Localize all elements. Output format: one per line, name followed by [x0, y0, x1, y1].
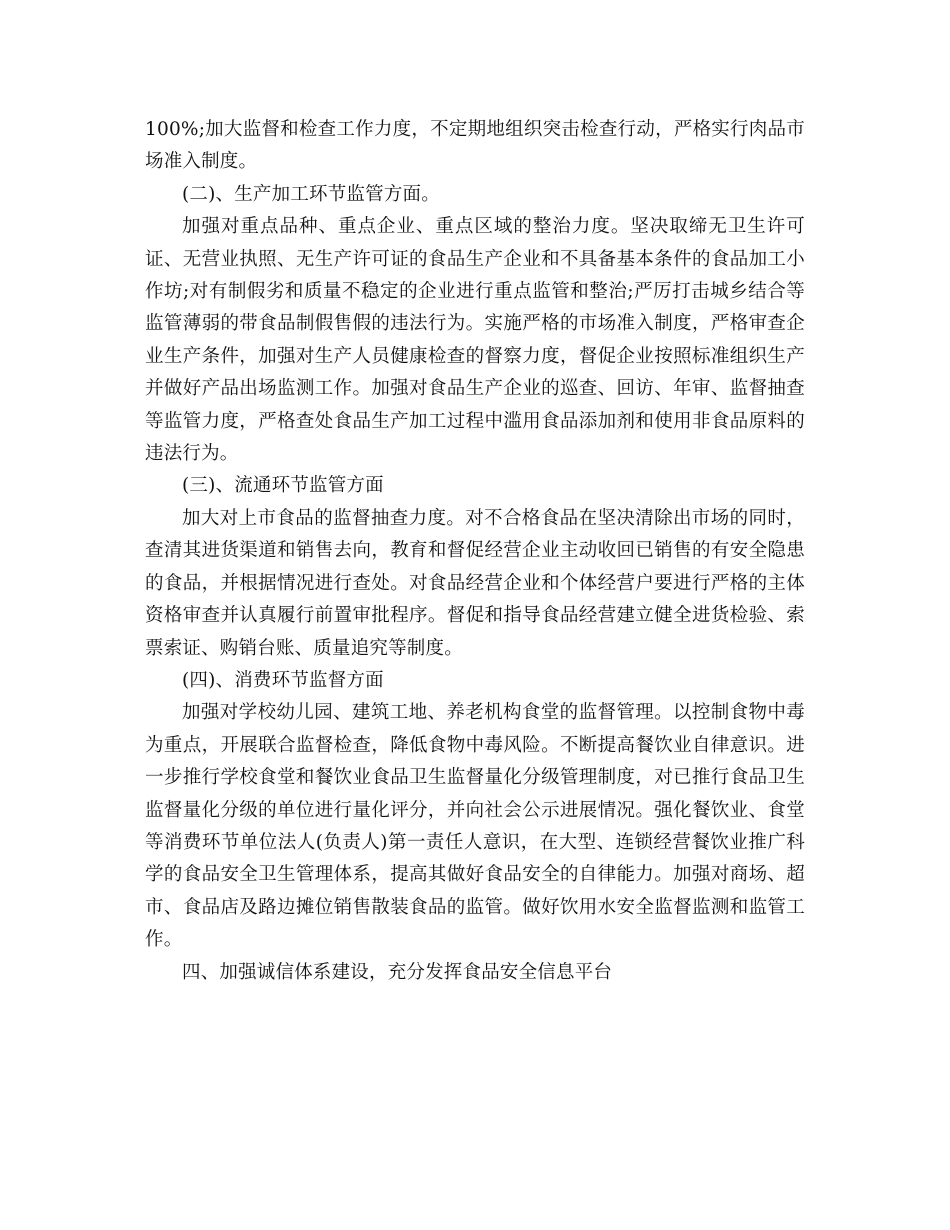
document-body — [145, 114, 805, 989]
paragraph-production: 加强对重点品种、重点企业、重点区域的整治力度。坚决取缔无卫生许可证、无营业执照、无生产许可证的食品生产企业和不具备基本条件的食品加工小作坊;对有制假劣和质量不稳定的企业进行重点监管和整治;严厉打击城乡结合等监管薄弱的带食品制假售假的违法行为。实施严格的市场准入制度，严格审查企业生产条件，加强对生产人员健康检查的督察力度，督促企业按照标准组织生产并做好产品出场监测工作。加强对食品生产企业的巡查、回访、年审、监督抽查等监管力度，严格查处食品生产加工过程中滥用食品添加剂和使用非食品原料的违法行为。 — [145, 216, 805, 465]
paragraph-continuation: 100%;加大监督和检查工作力度，不定期地组织突击检查行动，严格实行肉品市场准入制度。 — [145, 119, 805, 173]
section-heading-integrity: 四、加强诚信体系建设，充分发挥食品安全信息平台 — [182, 961, 613, 983]
section-heading-production: (二)、生产加工环节监管方面。 — [182, 183, 440, 205]
paragraph-circulation: 加大对上市食品的监督抽查力度。对不合格食品在坚决清除出市场的同时，查清其进货渠道和销售去向，教育和督促经营企业主动收回已销售的有安全隐患的食品，并根据情况进行查处。对食品经营企业和个体经营户要进行严格的主体资格审查并认真履行前置审批程序。督促和指导食品经营建立健全进货检验、索票索证、购销台账、质量追究等制度。 — [145, 507, 805, 659]
section-heading-consumption: (四)、消费环节监督方面 — [182, 669, 384, 691]
paragraph-consumption: 加强对学校幼儿园、建筑工地、养老机构食堂的监督管理。以控制食物中毒为重点，开展联合监督检查，降低食物中毒风险。不断提高餐饮业自律意识。进一步推行学校食堂和餐饮业食品卫生监督量化分级管理制度，对已推行食品卫生监督量化分级的单位进行量化评分，并向社会公示进展情况。强化餐饮业、食堂等消费环节单位法人(负责人)第一责任人意识，在大型、连锁经营餐饮业推广科学的食品安全卫生管理体系，提高其做好食品安全的自律能力。加强对商场、超市、食品店及路边摊位销售散装食品的监管。做好饮用水安全监督监测和监管工作。 — [145, 702, 805, 951]
section-heading-circulation: (三)、流通环节监管方面 — [182, 475, 384, 497]
